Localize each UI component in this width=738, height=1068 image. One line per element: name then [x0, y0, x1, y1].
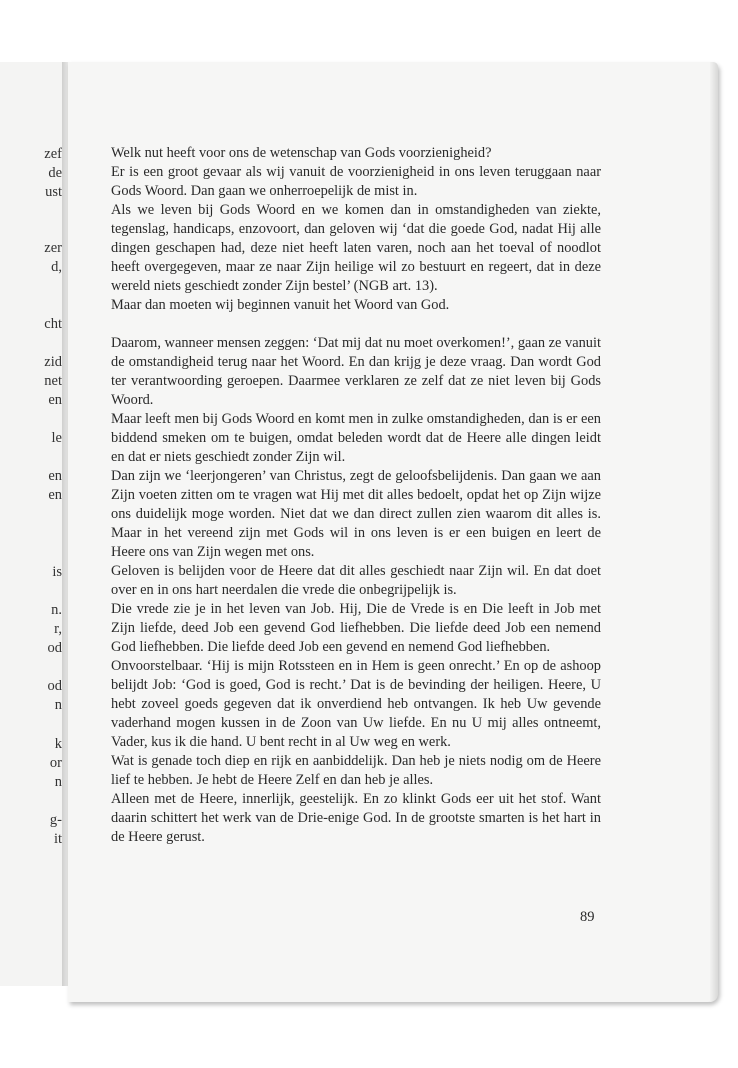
left-page-fragment: r,	[54, 621, 62, 637]
body-text	[111, 144, 601, 847]
left-page	[0, 62, 66, 986]
paragraph-gap	[111, 315, 601, 334]
left-page-fragment: od	[47, 678, 62, 694]
left-page-fragment: de	[48, 165, 62, 181]
left-page-fragment: d,	[51, 259, 62, 275]
paragraph: Maar dan moeten wij beginnen vanuit het Woord van God.	[111, 297, 450, 313]
left-page-fragment: ust	[45, 184, 62, 200]
left-page-fragment: en	[48, 487, 62, 503]
paragraph: Die vrede zie je in het leven van Job. Hij, Die de Vrede is en Die leeft in Job met Zijn liefde, deed Job een gevend God liefhebben. Die liefde deed Job een nemend God liefhebben. Die liefde deed Job een gevend en nemend God liefhebben.	[111, 601, 601, 655]
page-edge	[710, 62, 718, 1002]
left-page-fragment: g-	[49, 812, 62, 828]
paragraph: Welk nut heeft voor ons de wetenschap van Gods voorzienigheid?	[111, 145, 492, 161]
paragraph: Er is een groot gevaar als wij vanuit de voorzienigheid in ons leven teruggaan naar Gods Woord. Dan gaan we onherroepelijk de mist in.	[111, 164, 601, 199]
page-number: 89	[580, 909, 595, 925]
paragraph: Geloven is belijden voor de Heere dat dit alles geschiedt naar Zijn wil. En dat doet over en in ons hart neerdalen die vrede die onbegrijpelijk is.	[111, 563, 601, 598]
left-page-fragment: le	[51, 430, 62, 446]
left-page-fragment: en	[48, 392, 62, 408]
left-page-fragment: or	[49, 755, 62, 771]
paragraph: Dan zijn we ‘leerjongeren’ van Christus, zegt de geloofsbelijdenis. Dan gaan we aan Zijn voeten zitten om te vragen wat Hij met dit alles bedoelt, opdat het op Zijn wijze ons duidelijk moge worden. Niet dat we dan direct zullen zien waarom dit alles is. Maar in het vereend zijn met Gods wil in ons leven is er een buigen en leert de Heere ons van Zijn wegen met ons.	[111, 468, 601, 560]
right-page	[68, 62, 718, 1002]
paragraph: Onvoorstelbaar. ‘Hij is mijn Rotssteen en in Hem is geen onrecht.’ En op de ashoop belijdt Job: ‘God is goed, God is recht.’ Dat is de bevinding der heiligen. Heere, U hebt zoveel goeds gegeven dat ik onverdiend heb ontvangen. Ik heb Uw gevende vaderhand mogen kussen in de Zoon van Uw liefde. En nu U mij alles ontneemt, Vader, kus ik die hand. U bent recht in al Uw weg en werk.	[111, 658, 601, 750]
left-page-fragment: n	[54, 774, 62, 790]
left-page-fragment: net	[44, 373, 62, 389]
left-page-fragment: zer	[44, 240, 62, 256]
left-page-fragment: od	[47, 640, 62, 656]
paragraph: Maar leeft men bij Gods Woord en komt men in zulke omstandigheden, dan is er een biddend smeken om te buigen, omdat beleden wordt dat de Heere alle dingen leidt en dat er niets geschiedt zonder Zijn wil.	[111, 411, 601, 465]
paragraph: Daarom, wanneer mensen zeggen: ‘Dat mij dat nu moet overkomen!’, gaan ze vanuit de omstandigheid terug naar het Woord. En dan krijg je deze vraag. Dan wordt God ter verantwoording geroepen. Daarmee verklaren ze zelf dat ze niet leven bij Gods Woord.	[111, 335, 601, 408]
left-page-fragment: it	[53, 831, 62, 847]
left-page-fragment: zid	[44, 354, 62, 370]
left-page-fragment: n	[54, 697, 62, 713]
paragraph: Als we leven bij Gods Woord en we komen dan in omstandigheden van ziekte, tegenslag, handicaps, enzovoort, dan geloven wij ‘dat die goede God, nadat Hij alle dingen geschapen had, deze niet heeft laten varen, noch aan het toeval of noodlot heeft overgegeven, maar ze naar Zijn heilige wil zo bestuurt en regeert, dat in deze wereld niets geschiedt zonder Zijn bestel’ (NGB art. 13).	[111, 202, 601, 294]
left-page-fragment: n.	[51, 602, 62, 618]
left-page-fragment: zef	[44, 146, 62, 162]
left-page-fragment: k	[54, 736, 62, 752]
paragraph: Alleen met de Heere, innerlijk, geestelijk. En zo klinkt Gods eer uit het stof. Want daarin schittert het werk van de Drie-enige God. In de grootste smarten is het hart in de Heere gerust.	[111, 791, 601, 845]
left-page-fragment: is	[52, 564, 62, 580]
left-page-fragment: cht	[44, 316, 62, 332]
left-page-fragment: en	[48, 468, 62, 484]
paragraph: Wat is genade toch diep en rijk en aanbiddelijk. Dan heb je niets nodig om de Heere lief te hebben. Je hebt de Heere Zelf en dan heb je alles.	[111, 753, 601, 788]
